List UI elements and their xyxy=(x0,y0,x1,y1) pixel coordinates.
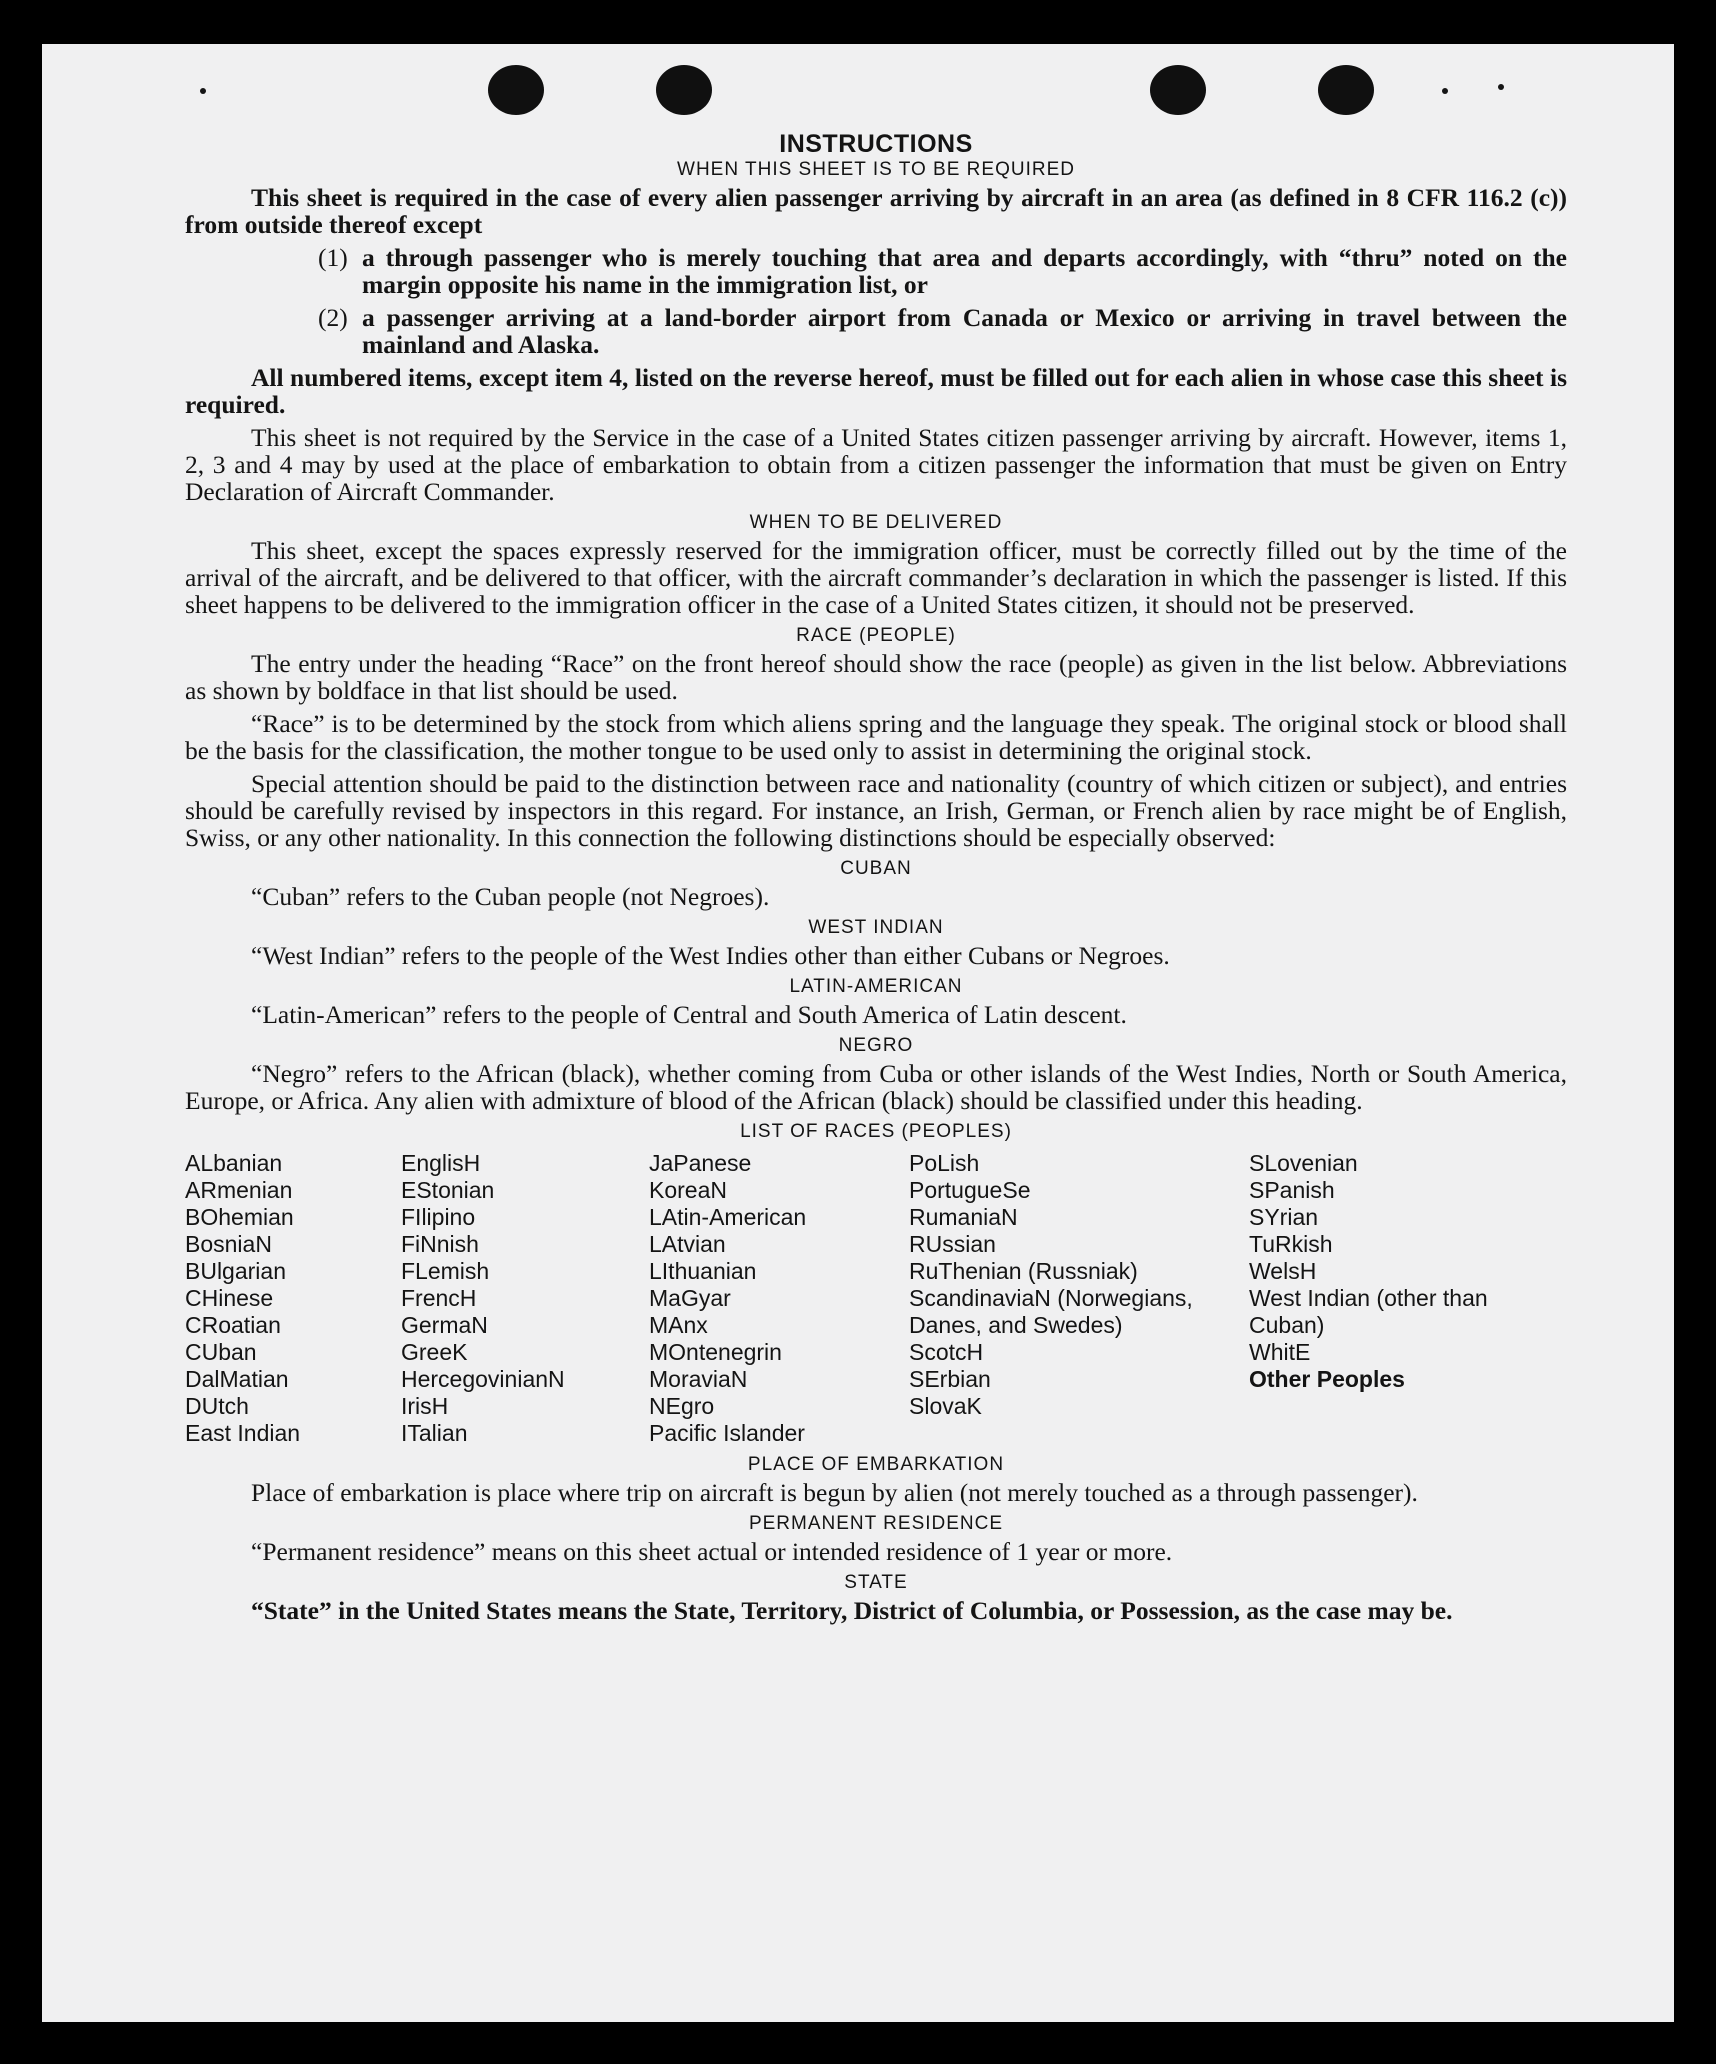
item-number: (1) xyxy=(318,243,348,272)
section-heading: RACE (PEOPLE) xyxy=(796,625,956,646)
race-entry: NEgro xyxy=(649,1393,715,1419)
race-entry: WelsH xyxy=(1249,1258,1317,1284)
race-entry: Pacific Islander xyxy=(649,1420,805,1446)
race-entry: ScotcH xyxy=(909,1339,984,1365)
race-entry: BOhemian xyxy=(185,1204,294,1230)
race-entry: SLovenian xyxy=(1249,1150,1358,1176)
race-entry: East Indian xyxy=(185,1420,301,1446)
race-entry: EStonian xyxy=(401,1177,495,1203)
list-item xyxy=(318,244,1567,298)
race-entry: DUtch xyxy=(185,1393,249,1419)
section-heading: WHEN TO BE DELIVERED xyxy=(749,512,1003,533)
race-entry: GreeK xyxy=(401,1339,468,1365)
paragraph: “Cuban” refers to the Cuban people (not Negroes). xyxy=(251,882,770,911)
punch-hole xyxy=(488,65,544,115)
speck xyxy=(1498,84,1504,90)
section-heading: STATE xyxy=(844,1572,908,1593)
race-column xyxy=(401,1150,649,1447)
punch-hole xyxy=(1318,65,1374,115)
race-entry: KoreaN xyxy=(649,1177,727,1203)
section-heading: LIST OF RACES (PEOPLES) xyxy=(740,1121,1012,1142)
race-entry: FIlipino xyxy=(401,1204,476,1230)
race-entry: JaPanese xyxy=(649,1150,752,1176)
paragraph: “West Indian” refers to the people of the West Indies other than either Cubans or Negroes. xyxy=(251,941,1170,970)
paragraph: Place of embarkation is place where trip on aircraft is begun by alien (not merely touched as a through passenger). xyxy=(251,1478,1418,1507)
race-entry: BUlgarian xyxy=(185,1258,286,1284)
race-entry: PortugueSe xyxy=(909,1177,1031,1203)
speck xyxy=(200,88,206,94)
section-heading: WHEN THIS SHEET IS TO BE REQUIRED xyxy=(677,159,1075,180)
race-entry: IrisH xyxy=(401,1393,449,1419)
paragraph: “Race” is to be determined by the stock from which aliens spring and the language they speak. The original stock or blood shall be the basis for the classification, the mother tongue to be used only to assist in determining the original stock. xyxy=(185,709,1567,765)
punch-hole xyxy=(1150,65,1206,115)
paragraph: This sheet is required in the case of every alien passenger arriving by aircraft in an area (as defined in 8 CFR 116.2 (c)) from outside thereof except xyxy=(185,183,1567,239)
race-entry: LIthuanian xyxy=(649,1258,757,1284)
race-entry: Other Peoples xyxy=(1249,1366,1405,1392)
section-heading: LATIN-AMERICAN xyxy=(789,976,963,997)
race-entry: PoLish xyxy=(909,1150,980,1176)
paragraph: This sheet, except the spaces expressly reserved for the immigration officer, must be correctly filled out by the time of the arrival of the aircraft, and be delivered to that officer, with the aircraft commander’s declaration in which the passenger is listed. If this sheet happens to be delivered to the immigration officer in the case of a United States citizen, it should not be preserved. xyxy=(185,536,1567,619)
race-entry: DalMatian xyxy=(185,1366,289,1392)
race-list xyxy=(185,1150,1567,1447)
race-entry: ITalian xyxy=(401,1420,468,1446)
race-entry: MAnx xyxy=(649,1312,708,1338)
paragraph: “Negro” refers to the African (black), whether coming from Cuba or other islands of the West Indies, North or South America, Europe, or Africa. Any alien with admixture of blood of the African (black) should be classified under this heading. xyxy=(185,1059,1567,1115)
page-title: INSTRUCTIONS xyxy=(779,130,973,158)
paragraph: Special attention should be paid to the distinction between race and nationality (country of which citizen or subject), and entries should be carefully revised by inspectors in this regard. For instance, an Irish, German, or French alien by race might be of English, Swiss, or any other nationality. In this connection the following distinctions should be especially observed: xyxy=(185,769,1567,852)
race-entry: FiNnish xyxy=(401,1231,479,1257)
race-entry: SPanish xyxy=(1249,1177,1335,1203)
paragraph: “State” in the United States means the State, Territory, District of Columbia, or Possession, as the case may be. xyxy=(251,1596,1453,1625)
race-entry: FrencH xyxy=(401,1285,477,1311)
paragraph: The entry under the heading “Race” on the front hereof should show the race (people) as given in the list below. Abbreviations as shown by boldface in that list should be used. xyxy=(185,649,1567,705)
race-entry: FLemish xyxy=(401,1258,490,1284)
document-sheet xyxy=(42,44,1674,2022)
section-heading: WEST INDIAN xyxy=(808,917,944,938)
race-entry: MoraviaN xyxy=(649,1366,748,1392)
race-entry: RuThenian (Russniak) xyxy=(909,1258,1138,1284)
race-entry: RumaniaN xyxy=(909,1204,1018,1230)
race-entry: CRoatian xyxy=(185,1312,281,1338)
section-heading: PLACE OF EMBARKATION xyxy=(747,1454,1005,1475)
race-entry: ScandinaviaN (Norwegians, Danes, and Swedes) xyxy=(909,1285,1193,1338)
race-entry: LAtin-American xyxy=(649,1204,807,1230)
race-entry: MaGyar xyxy=(649,1285,731,1311)
race-entry: WhitE xyxy=(1249,1339,1311,1365)
section-heading: PERMANENT RESIDENCE xyxy=(748,1513,1004,1534)
race-entry: SErbian xyxy=(909,1366,991,1392)
race-entry: ALbanian xyxy=(185,1150,283,1176)
item-text: a passenger arriving at a land-border airport from Canada or Mexico or arriving in travel between the mainland and Alaska. xyxy=(362,303,1567,359)
paragraph: All numbered items, except item 4, listed on the reverse hereof, must be filled out for each alien in whose case this sheet is required. xyxy=(185,363,1567,419)
paragraph: This sheet is not required by the Service in the case of a United States citizen passenger arriving by aircraft. However, items 1, 2, 3 and 4 may by used at the place of embarkation to obtain from a citizen passenger the information that must be given on Entry Declaration of Aircraft Commander. xyxy=(185,423,1567,506)
race-entry: CUban xyxy=(185,1339,257,1365)
race-entry: ARmenian xyxy=(185,1177,293,1203)
section-heading: CUBAN xyxy=(840,858,912,879)
paragraph: “Latin-American” refers to the people of Central and South America of Latin descent. xyxy=(251,1000,1127,1029)
race-entry: MOntenegrin xyxy=(649,1339,782,1365)
race-entry: RUssian xyxy=(909,1231,996,1257)
race-entry: SYrian xyxy=(1249,1204,1319,1230)
race-entry: CHinese xyxy=(185,1285,274,1311)
item-text: a through passenger who is merely touching that area and departs accordingly, with “thru” noted on the margin opposite his name in the immigration list, or xyxy=(362,243,1567,299)
race-entry: LAtvian xyxy=(649,1231,726,1257)
race-column xyxy=(649,1150,909,1447)
race-column xyxy=(185,1150,401,1447)
race-entry: TuRkish xyxy=(1249,1231,1333,1257)
race-column xyxy=(909,1150,1249,1447)
race-column xyxy=(1249,1150,1549,1447)
race-entry: HercegovinianN xyxy=(401,1366,565,1392)
paragraph: “Permanent residence” means on this sheet actual or intended residence of 1 year or more. xyxy=(251,1537,1173,1566)
race-entry: GermaN xyxy=(401,1312,488,1338)
list-item xyxy=(318,304,1567,358)
race-entry: BosniaN xyxy=(185,1231,272,1257)
race-entry: SlovaK xyxy=(909,1393,982,1419)
item-number: (2) xyxy=(318,303,348,332)
race-entry: West Indian (other than Cuban) xyxy=(1249,1285,1488,1338)
section-heading: NEGRO xyxy=(838,1035,914,1056)
instructions-body xyxy=(185,130,1567,1630)
punch-hole xyxy=(656,65,712,115)
speck xyxy=(1442,88,1448,94)
race-entry: EnglisH xyxy=(401,1150,481,1176)
